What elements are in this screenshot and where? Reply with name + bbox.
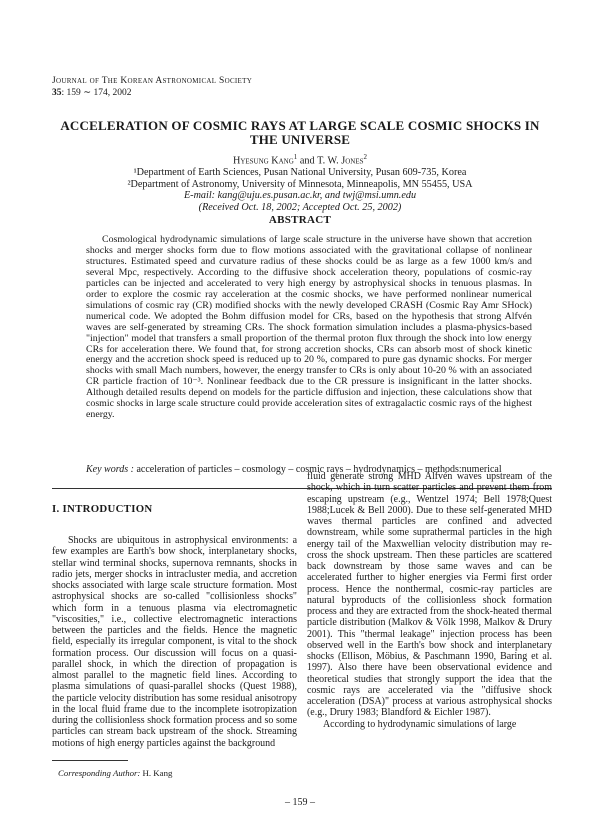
journal-pages: : 159 ∼ 174, 2002 (61, 88, 132, 98)
author-and: and (297, 155, 318, 167)
abstract-heading: ABSTRACT (268, 214, 332, 226)
left-column (52, 535, 297, 749)
intro-paragraph-1: Shocks are ubiquitous in astrophysical environments: a few examples are Earth's bow shock, interplanetary shocks, stellar wind terminal shocks, supernova remnants, shocks in radio jets, merger shocks in intracluster media, and accretion shocks associated with large scale structure formation. Most astrophysical shocks are so-called "collisionless shocks" which form in a tenuous plasma via electromagnetic "viscosities," i.e., collective electromagnetic interactions between the particles and the fields. Hence the magnetic field, especially its irregular component, is vital to the shock formation process. Our discussion will focus on a quasi-parallel shock, in which the direction of propagation is almost parallel to the magnetic field lines. According to plasma simulations of quasi-parallel shocks (Quest 1988), the particle velocity distribution has some residual anisotropy in the local fluid frame due to the incomplete isotropization during the collisionless shock formation process and so some particles can stream back upstream of the shock. Streaming motions of high energy particles against the background (52, 535, 297, 749)
intro-paragraph-2: According to hydrodynamic simulations of large (323, 718, 517, 730)
author-block (60, 152, 540, 213)
affiliation-2: ²Department of Astronomy, University of Minnesota, Minneapolis, MN 55455, USA (127, 178, 473, 190)
footnote (58, 768, 172, 778)
journal-name: Journal of The Korean Astronomical Society (52, 76, 253, 86)
footnote-text: H. Kang (140, 768, 173, 778)
intro-paragraph-1-cont: fluid generate strong MHD Alfvén waves upstream of the shock, which in turn scatter particles and prevent them from escaping upstream (e.g., Wentzel 1974; Bell 1978;Quest 1988;Lucek & Bell 2000). Due to these self-generated MHD waves thermal particles are confined and advected downstream, while some suprathermal particles in the high energy tail of the Maxwellian velocity distribution may re-cross the shock upstream. Then these particles are scattered back downstream by those same waves and can be accelerated further to higher energies via Fermi first order process. Hence the nonthermal, cosmic-ray particles are natural byproducts of the collisionless shock formation process and they are extracted from the shock-heated thermal particle distribution (Malkov & Völk 1998, Malkov & Drury 2001). This "thermal leakage" injection process has been observed well in the Earth's bow shock and interplanetary shocks (Ellison, Möbius, & Paschmann 1990, Baring et al. 1997). Also there have been observational evidence and theoretical studies that strongly support the idea that the cosmic rays are accelerated via the "diffusive shock acceleration (DSA)" process at various astrophysical shocks (e.g., Drury 1983; Blandford & Eichler 1987). (307, 471, 552, 719)
author-name-2: T. W. Jones (317, 155, 364, 167)
journal-volume: 35 (52, 88, 62, 98)
journal-citation (52, 87, 252, 99)
section-heading: I. INTRODUCTION (52, 503, 153, 515)
page-number: – 159 – (285, 797, 315, 808)
author-name-1: Hyesung Kang (232, 155, 294, 167)
affiliation-1: ¹Department of Earth Sciences, Pusan National University, Pusan 609-735, Korea (133, 166, 467, 178)
keywords-label: Key words : (86, 464, 134, 475)
journal-header (52, 75, 252, 99)
footnote-label: Corresponding Author: (58, 768, 141, 778)
email-line: E-mail: kang@uju.es.pusan.ac.kr, and twj@msi.umn.edu (183, 190, 417, 202)
paper-title: ACCELERATION OF COSMIC RAYS AT LARGE SCALE COSMIC SHOCKS IN THE UNIVERSE (60, 118, 540, 147)
keywords-text: acceleration of particles – cosmology – cosmic rays – hydrodynamics – methods:numerical (133, 464, 502, 475)
abstract-text: Cosmological hydrodynamic simulations of large scale structure in the universe have shown that accretion shocks and merger shocks form due to flow motions associated with the gravitational collapse of nonlinear structures. Estimated speed and curvature radius of these shocks could be as large as a few 1000 km/s and several Mpc, respectively. According to the diffusive shock acceleration theory, populations of cosmic-ray particles can be injected and accelerated to very high energy by astrophysical shocks in tenuous plasmas. In order to explore the cosmic ray acceleration at the cosmic shocks, we have performed nonlinear numerical simulations of cosmic ray (CR) modified shocks with the newly developed CRASH (Cosmic Ray Amr SHock) numerical code. We adopted the Bohm diffusion model for CRs, based on the hypothesis that strong Alfvén waves are self-generated by streaming CRs. The shock formation simulation includes a plasma-physics-based "injection" model that transfers a small proportion of the thermal proton flux through the shock into low energy CRs for acceleration there. We found that, for strong accretion shocks, CRs can absorb most of shock kinetic energy and the accretion shock speed is reduced up to 20 %, compared to pure gas dynamic shocks. For merger shocks with small Mach numbers, however, the energy transfer to CRs is only about 10-20 % with an associated CR particle fraction of 10⁻³. Nonlinear feedback due to the CR pressure is insignificant in the latter shocks. Although detailed results depend on models for the particle diffusion and injection, these calculations show that cosmic shocks in large scale structure could provide acceleration sites of extragalactic cosmic rays of the highest energy. (86, 234, 532, 421)
footnote-rule (52, 760, 128, 761)
right-column (307, 471, 552, 730)
author-line: Hyesung Kang$^1$ and T. W. Jones$^2$ (232, 153, 368, 167)
received-date: (Received Oct. 18, 2002; Accepted Oct. 25, 2002) (198, 201, 402, 213)
